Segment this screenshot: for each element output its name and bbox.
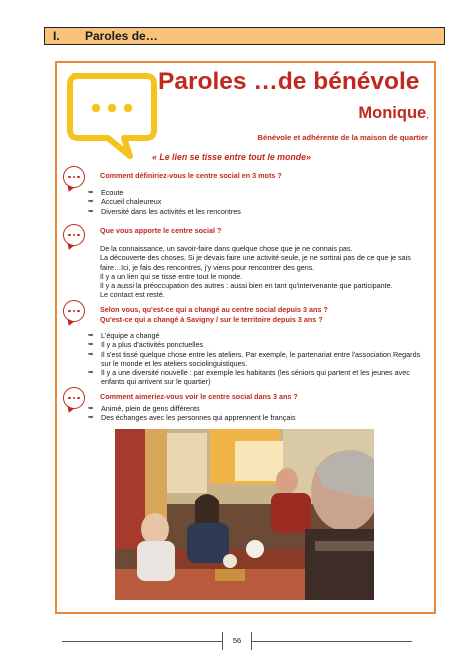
answer-4-list bbox=[88, 404, 296, 423]
question-3 bbox=[100, 305, 328, 324]
list-item: ➥ Des échanges avec les personnes qui apprennent le français bbox=[88, 413, 296, 422]
footer-rule bbox=[250, 641, 412, 642]
question-1-text: Comment définiriez-vous le centre social en 3 mots ? bbox=[100, 171, 282, 180]
question-2 bbox=[100, 226, 221, 236]
headline-quote: « Le lien se tisse entre tout le monde» bbox=[152, 152, 311, 162]
list-item: ➥ Diversité dans les activités et les rencontres bbox=[88, 207, 241, 216]
answer-line: Le contact est resté. bbox=[100, 290, 165, 300]
section-title: Paroles de… bbox=[85, 29, 158, 43]
question-bubble-icon bbox=[63, 166, 85, 188]
answer-line: De la connaissance, un savoir-faire dans quelque chose que je ne connais pas. bbox=[100, 244, 353, 253]
question-1 bbox=[100, 171, 282, 181]
answer-1-list bbox=[88, 188, 241, 216]
list-item: ➥ Animé, plein de gens différents bbox=[88, 404, 296, 413]
answer-line: Il y a aussi la préoccupation des autres : aussi bien en tant qu'intervenante que participante. bbox=[100, 281, 393, 291]
list-item: ➥ Accueil chaleureux bbox=[88, 197, 241, 206]
name-suffix: , bbox=[426, 110, 429, 121]
question-bubble-icon bbox=[63, 224, 85, 246]
page-title: Paroles …de bénévole bbox=[158, 68, 420, 95]
answer-3-list bbox=[88, 331, 428, 387]
volunteer-role: Bénévole et adhérente de la maison de quartier bbox=[257, 133, 428, 142]
list-item: ➥ Ecoute bbox=[88, 188, 241, 197]
page-number: 56 bbox=[222, 632, 252, 650]
section-heading bbox=[44, 27, 445, 45]
volunteer-name-text: Monique bbox=[358, 104, 427, 122]
list-item: ➥ Il s'est tissé quelque chose entre les ateliers. Par exemple, le partenariat entre l'association Regards sur le monde et les ateliers sociolinguistiques. bbox=[88, 350, 428, 369]
question-4-text: Comment aimeriez-vous voir le centre social dans 3 ans ? bbox=[100, 392, 298, 401]
answer-line: La découverte des choses. Si je devais faire une activité seule, je ne sortirai pas de ce que je sais faire…Ici, je fais des rencontres, j'y viens pour rencontrer des gens. bbox=[100, 253, 411, 272]
speech-bubble-icon bbox=[64, 70, 160, 162]
list-item: ➥ L'équipe a changé bbox=[88, 331, 428, 340]
answer-2-paragraph bbox=[100, 244, 428, 300]
volunteer-name bbox=[358, 104, 429, 123]
group-photo bbox=[115, 429, 374, 600]
question-bubble-icon bbox=[63, 387, 85, 409]
question-3-text: Qu'est-ce qui a changé à Savigny / sur le territoire depuis 3 ans ? bbox=[100, 314, 323, 324]
question-3-text: Selon vous, qu'est-ce qui a changé au centre social depuis 3 ans ? bbox=[100, 305, 328, 314]
list-item: ➥ Il y a plus d'activités ponctuelles bbox=[88, 340, 428, 349]
question-2-text: Que vous apporte le centre social ? bbox=[100, 226, 222, 235]
question-bubble-icon bbox=[63, 300, 85, 322]
section-number: I. bbox=[53, 29, 60, 43]
question-4 bbox=[100, 392, 298, 402]
list-item: ➥ Il y a une diversité nouvelle : par exemple les habitants (les séniors qui partent et les jeunes avec enfants qui arrivent sur le quartier) bbox=[88, 368, 428, 387]
footer-rule bbox=[62, 641, 222, 642]
answer-line: Il y a un lien qui se tisse entre tout le monde. bbox=[100, 271, 243, 281]
